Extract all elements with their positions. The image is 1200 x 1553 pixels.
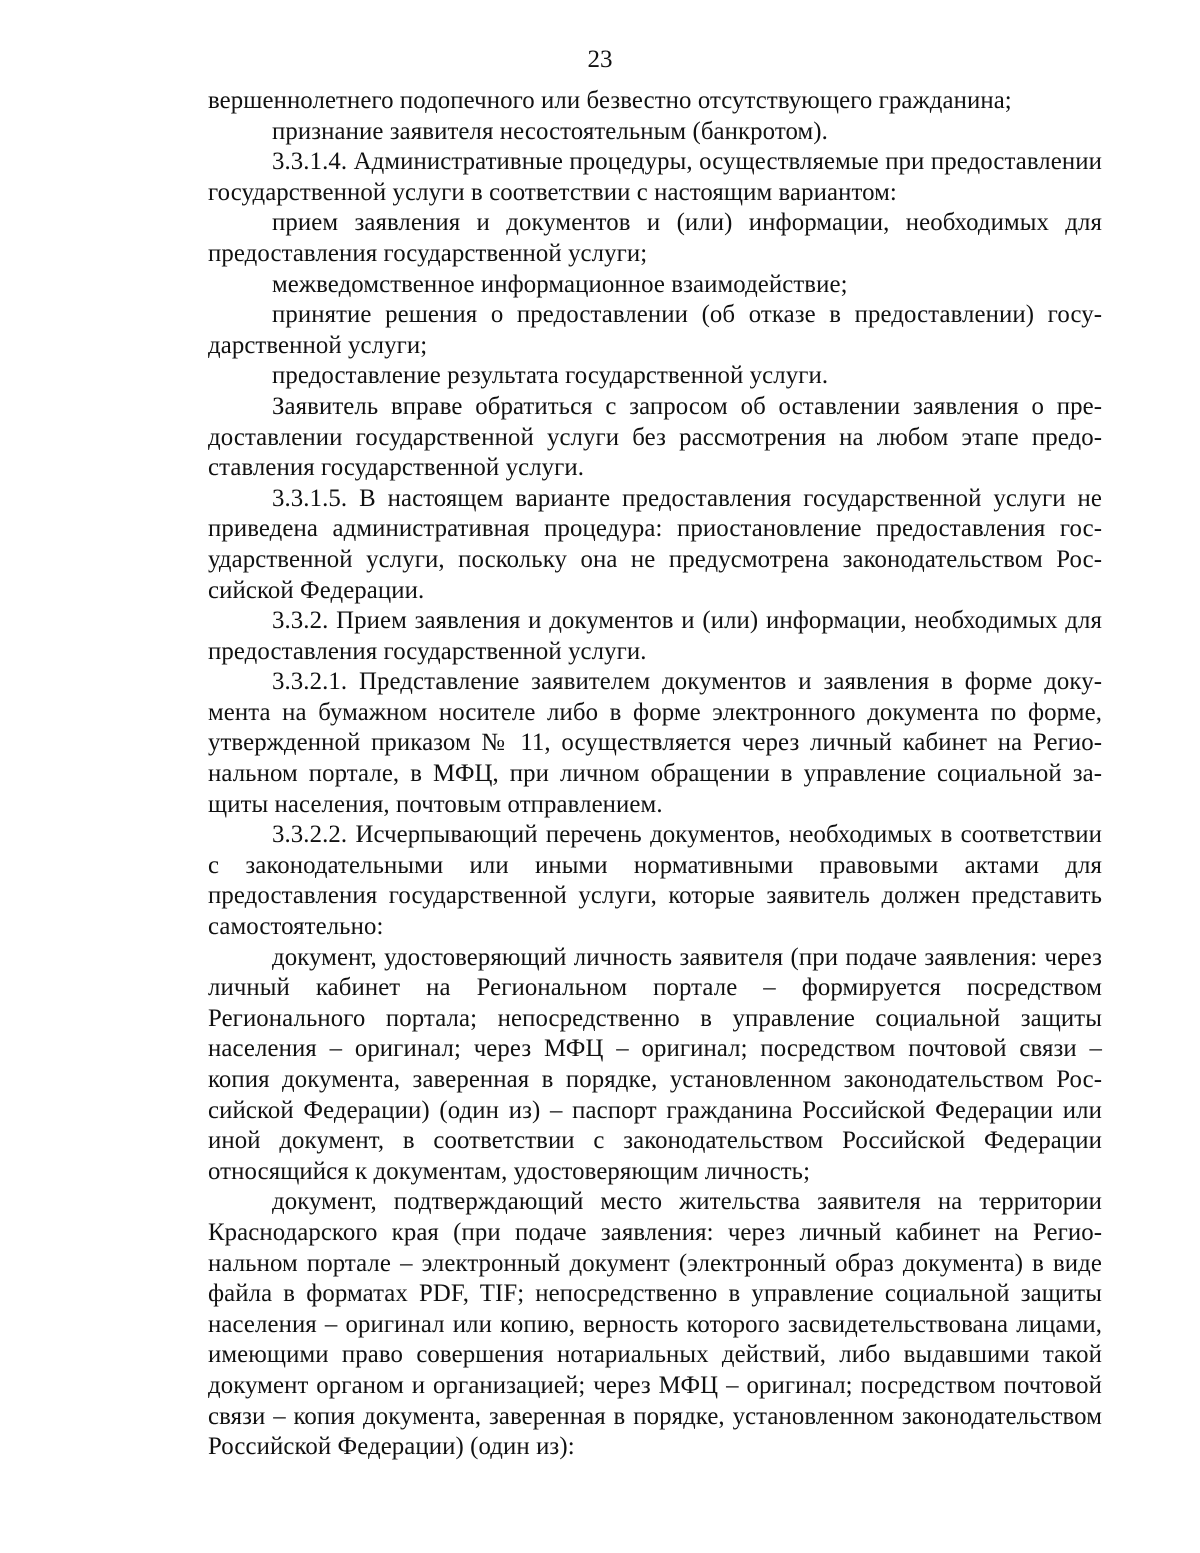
paragraph-3-3-2-2: 3.3.2.2. Исчерпывающий перечень документов, необходимых в соответствии с законодательными или иными нормативными правовыми актами для предоставления государственной услуги, которые заявитель должен представить самостоятельно:: [208, 821, 1102, 941]
paragraph-3-3-2-1: 3.3.2.1. Представление заявителем документов и заявления в форме документа на бумажном носителе либо в форме электронного документа по форме, утвержденной приказом № 11, осуществляется через личный кабинет на Региональном портале, в МФЦ, при личном обращении в управление социальной защиты населения, почтовым отправлением.: [208, 668, 1102, 818]
paragraph-bankruptcy: признание заявителя несостоятельным (банкротом).: [272, 117, 828, 145]
paragraph-decision: принятие решения о предоставлении (об отказе в предоставлении) государственной услуги;: [208, 301, 1102, 359]
page-number: 23: [587, 46, 613, 73]
paragraph-identity-document: документ, удостоверяющий личность заявителя (при подаче заявления: через личный кабинет на Региональном портале – формируется посредством Регионального портала; непосредственно в управление социальной защиты населения – оригинал; через МФЦ – оригинал; посредством почтовой связи – копия документа, заверенная в порядке, установленном законодательством Российской Федерации) (один из) – паспорт гражданина Российской Федерации или иной документ, в соответствии с законодательством Российской Федерации относящийся к документам, удостоверяющим личность;: [208, 943, 1102, 1185]
paragraph-residence-document: документ, подтверждающий место жительства заявителя на территории Краснодарского края (при подаче заявления: через личный кабинет на Региональном портале – электронный документ (электронный образ документа) в виде файла в форматах PDF, TIF; непосредственно в управление социальной защиты населения – оригинал или копию, верность которого засвидетельствована лицами, имеющими право совершения нотариальных действий, либо выдавшими такой документ органом и организацией; через МФЦ – оригинал; посредством почтовой связи – копия документа, заверенная в порядке, установленном законодательством Российской Федерации) (один из):: [208, 1188, 1102, 1461]
paragraph-continuation: вершеннолетнего подопечного или безвестно отсутствующего гражданина;: [208, 87, 1012, 114]
paragraph-3-3-2: 3.3.2. Прием заявления и документов и (или) информации, необходимых для предоставления государственной услуги.: [208, 607, 1102, 665]
paragraph-3-3-1-5: 3.3.1.5. В настоящем варианте предоставления государственной услуги не приведена административная процедура: приостановление предоставления государственной услуги, поскольку она не предусмотрена законодательством Российской Федерации.: [208, 484, 1102, 604]
paragraph-reception: прием заявления и документов и (или) информации, необходимых для предоставления государственной услуги;: [208, 209, 1102, 267]
document-body: [208, 86, 1102, 1463]
paragraph-3-3-1-4: 3.3.1.4. Административные процедуры, осуществляемые при предоставлении государственной услуги в соответствии с настоящим вариантом:: [208, 148, 1102, 206]
paragraph-withdrawal: Заявитель вправе обратиться с запросом об оставлении заявления о предоставлении государственной услуги без рассмотрения на любом этапе предоставления государственной услуги.: [208, 392, 1102, 482]
paragraph-result: предоставление результата государственной услуги.: [272, 362, 829, 390]
paragraph-interagency: межведомственное информационное взаимодействие;: [272, 270, 848, 298]
